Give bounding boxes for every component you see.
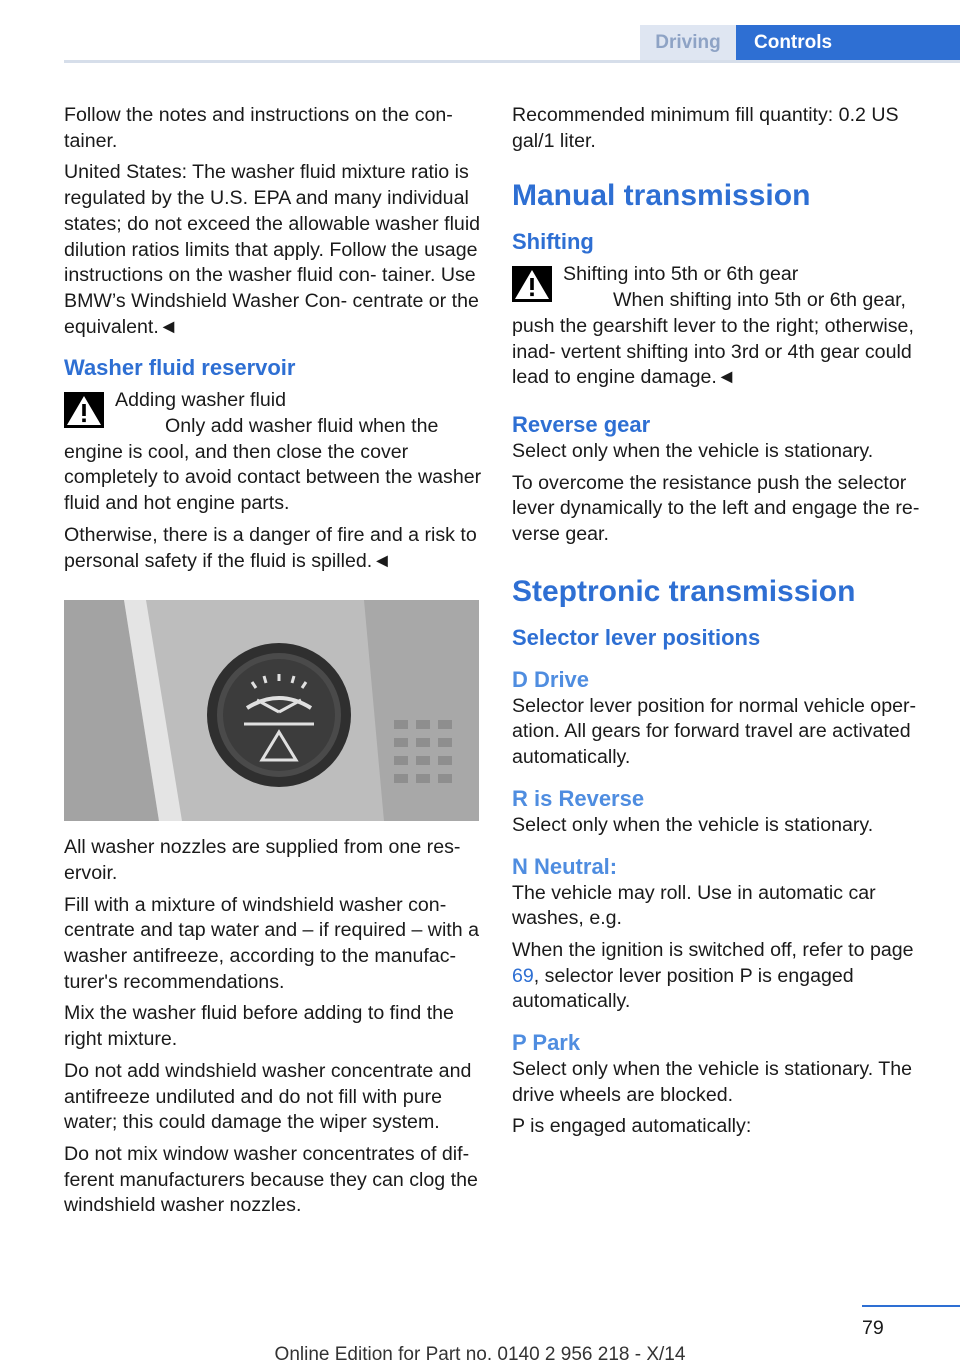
heading-d-drive: D Drive xyxy=(512,666,590,692)
paragraph: Otherwise, there is a danger of fire and a risk to personal safety if the fluid is spilled.◄ xyxy=(64,523,477,572)
paragraph: Fill with a mixture of windshield washer con‐ centrate and tap water and – if required – with a washer antifreeze, according to the manufac‐ turer's recommendations. xyxy=(64,893,479,993)
heading-n-neutral: N Neutral: xyxy=(512,853,618,879)
paragraph: Selector lever position for normal vehicle oper‐ ation. All gears for forward travel are activated automatically. xyxy=(512,694,917,769)
paragraph: United States: The washer fluid mixture ratio is regulated by the U.S. EPA and many individual states; do not exceed the allowable washer fluid dilution ratios limits that apply. Follow the usage instructions on the washer fluid con‐ tainer. Use BMW’s Windshield Washer Con‐ centrate or the equivalent.◄ xyxy=(64,161,481,338)
tab-driving[interactable]: Driving xyxy=(640,25,736,61)
heading-p-park: P Park xyxy=(512,1030,581,1056)
text: , selector lever position P is engaged automatically. xyxy=(512,964,854,1013)
paragraph: Do not add windshield washer concentrate and antifreeze undiluted and do not fill with pure water; this could damage the wiper system. xyxy=(64,1059,472,1134)
paragraph: Mix the washer fluid before adding to find the right mixture. xyxy=(64,1002,454,1051)
paragraph: P is engaged automatically: xyxy=(512,1115,752,1138)
heading-shifting: Shifting xyxy=(512,229,594,255)
paragraph: Select only when the vehicle is stationary. xyxy=(512,813,874,836)
warning-icon xyxy=(64,392,104,428)
heading-steptronic-transmission: Steptronic transmission xyxy=(512,574,856,608)
heading-r-reverse: R is Reverse xyxy=(512,785,645,811)
header-tabs xyxy=(640,25,960,61)
heading-washer-fluid-reservoir: Washer fluid reservoir xyxy=(64,355,296,381)
paragraph: The vehicle may roll. Use in automatic car washes, e.g. xyxy=(512,881,876,930)
heading-reverse-gear: Reverse gear xyxy=(512,411,651,437)
warning-box xyxy=(64,388,482,517)
paragraph: To overcome the resistance push the selector lever dynamically to the left and engage the re‐ verse gear. xyxy=(512,471,920,546)
warning-text: When shifting into 5th or 6th gear, push the gearshift lever to the right; otherwise, inad‐ vertent shifting into 3rd or 4th gear could lead to engine damage.◄ xyxy=(512,289,914,389)
footer-rule xyxy=(862,1305,960,1307)
warning-title: Shifting into 5th or 6th gear xyxy=(563,263,799,286)
warning-title: Adding washer fluid xyxy=(115,389,287,412)
left-column xyxy=(64,103,482,1225)
paragraph: Follow the notes and instructions on the con‐ tainer. xyxy=(64,104,453,152)
paragraph: Recommended minimum fill quantity: 0.2 US gal/1 liter. xyxy=(512,104,899,152)
paragraph: Select only when the vehicle is stationary. The drive wheels are blocked. xyxy=(512,1058,913,1106)
page-link[interactable]: 69 xyxy=(512,964,534,987)
header-rule xyxy=(64,60,960,63)
washer-fluid-cap-photo xyxy=(64,600,479,821)
page-number: 79 xyxy=(862,1317,884,1339)
footer-edition: Online Edition for Part no. 0140 2 956 218 - X/14 xyxy=(274,1344,686,1365)
paragraph: Select only when the vehicle is stationary. xyxy=(512,439,874,462)
right-column xyxy=(512,103,930,1146)
paragraph: All washer nozzles are supplied from one res‐ ervoir. xyxy=(64,836,461,884)
warning-box xyxy=(512,262,930,391)
heading-manual-transmission: Manual transmission xyxy=(512,179,811,213)
heading-selector-lever-positions: Selector lever positions xyxy=(512,624,761,650)
warning-text: Only add washer fluid when the engine is cool, and then close the cover completely to avoid contact between the washer fluid and hot engine parts. xyxy=(64,415,482,515)
text: When the ignition is switched off, refer to page xyxy=(512,938,914,961)
tab-controls[interactable]: Controls xyxy=(736,25,960,61)
warning-icon xyxy=(512,266,552,302)
paragraph: Do not mix window washer concentrates of dif‐ ferent manufacturers because they can clog the windshield washer nozzles. xyxy=(64,1142,478,1217)
paragraph xyxy=(512,938,930,1015)
